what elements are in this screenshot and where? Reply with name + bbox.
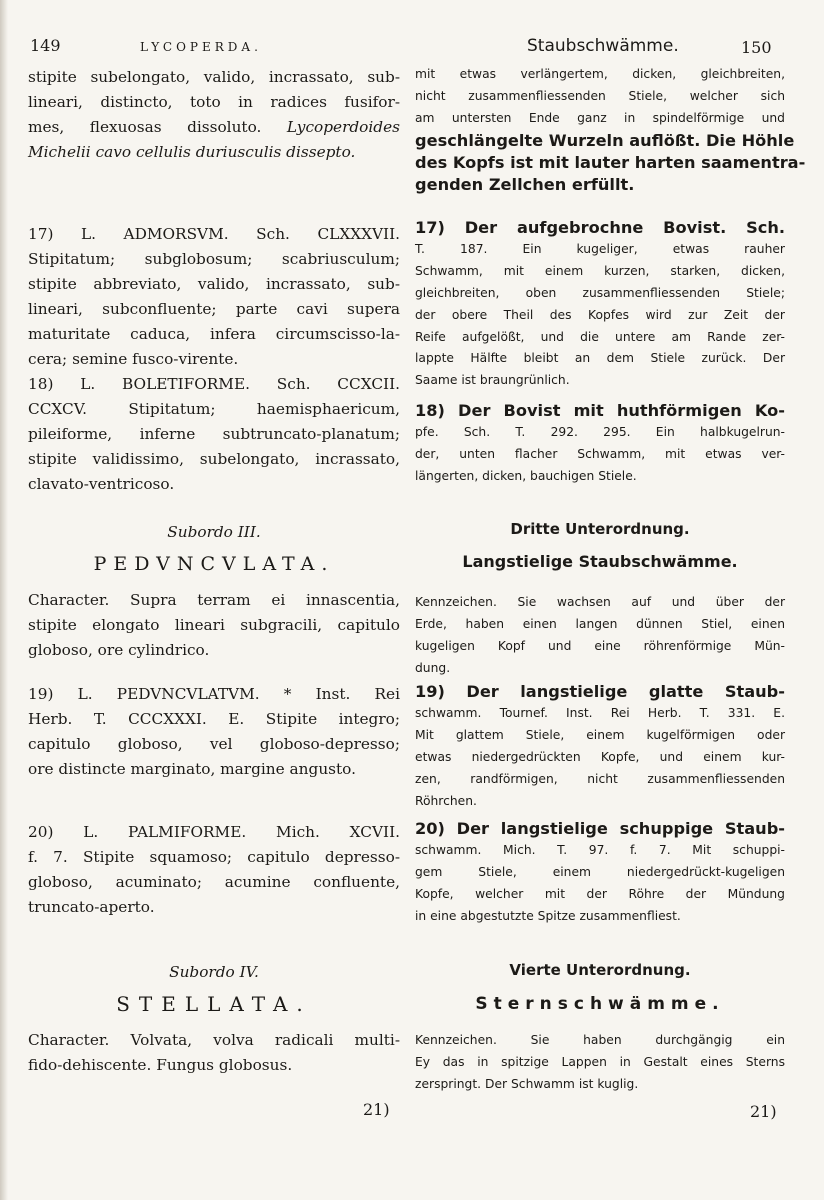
entry-heading: 18) L. BOLETIFORME. Sch. CCXCII. — [28, 375, 400, 393]
text-line: f. 7. Stipite squamoso; capitulo depresso- — [28, 848, 400, 866]
right-entry-17 — [415, 217, 785, 392]
text-line: Reife aufgelößt, und die untere am Rande zer- — [415, 329, 785, 344]
text-line: Schwamm, mit einem kurzen, starken, dicken, — [415, 263, 785, 278]
text-line: Röhrchen. — [415, 793, 477, 808]
entry-heading: 18) Der Bovist mit huthförmigen Ko- — [415, 401, 785, 420]
left-ordo-4-title: STELLATA. — [116, 992, 312, 1016]
left-character-4 — [28, 1028, 400, 1078]
text-line: stipite abbreviato, valido, incrassato, sub- — [28, 275, 400, 293]
left-subordo-4: Subordo IV. — [169, 963, 259, 981]
right-catchword: 21) — [750, 1102, 777, 1121]
left-entry-19 — [28, 682, 400, 782]
right-intro-paragraph — [415, 64, 806, 195]
text-line: am untersten Ende ganz in spindelförmige und — [415, 110, 785, 125]
text-line: fido-dehiscente. Fungus globosus. — [28, 1056, 293, 1074]
text-line: truncato-aperto. — [28, 898, 155, 916]
text-line: stipite validissimo, subelongato, incrassato, — [28, 450, 400, 468]
right-unterordnung-3: Dritte Unterordnung. — [510, 520, 690, 538]
text-line: ore distincte marginato, margine angusto. — [28, 760, 356, 778]
right-running-head: Staubschwämme. — [527, 36, 679, 56]
right-unterordnung-4: Vierte Unterordnung. — [509, 961, 691, 979]
left-catchword: 21) — [363, 1100, 390, 1119]
entry-heading: 17) L. ADMORSVM. Sch. CLXXXVII. — [28, 225, 400, 243]
left-page-number: 149 — [30, 36, 61, 55]
left-page — [28, 0, 400, 1200]
text-line: kugeligen Kopf und eine röhrenförmige Mün- — [415, 638, 785, 653]
text-line: cera; semine fusco-virente. — [28, 350, 239, 368]
text-line: genden Zellchen erfüllt. — [415, 174, 635, 194]
text-line: pileiforme, inferne subtruncato-planatum; — [28, 425, 400, 443]
text-line: nicht zusammenfliessenden Stiele, welcher sich — [415, 88, 785, 103]
text-line: Kennzeichen. Sie haben durchgängig ein — [415, 1033, 785, 1047]
text-line: maturitate caduca, infera circumscisso-la- — [28, 325, 400, 343]
right-kennzeichen-4 — [415, 1030, 785, 1096]
left-running-head: LYCOPERDA. — [140, 40, 262, 54]
text-line: dung. — [415, 660, 451, 675]
text-line: in eine abgestutzte Spitze zusammenfliest. — [415, 908, 681, 923]
text-line: clavato-ventricoso. — [28, 475, 175, 493]
text-line: Ey das in spitzige Lappen in Gestalt eines Sterns — [415, 1054, 785, 1069]
text-line: Character. Volvata, volva radicali multi- — [28, 1031, 400, 1049]
right-page-number: 150 — [741, 38, 772, 57]
text-line: schwamm. Tournef. Inst. Rei Herb. T. 331. E. — [415, 705, 785, 720]
text-line: längerten, dicken, bauchigen Stiele. — [415, 468, 637, 483]
left-entry-17 — [28, 222, 400, 372]
text-line: der obere Theil des Kopfes wird zur Zeit der — [415, 307, 785, 322]
text-line: des Kopfs ist mit lauter harten saamentra- — [415, 152, 806, 172]
left-subordo-3: Subordo III. — [167, 523, 261, 541]
text-line: Saame ist braungrünlich. — [415, 373, 570, 388]
right-ordo-3-title: Langstielige Staubschwämme. — [462, 552, 738, 571]
text-line: Herb. T. CCCXXXI. E. Stipite integro; — [28, 710, 400, 728]
left-ordo-3-title: PEDVNCVLATA. — [93, 553, 335, 575]
text-line: stipite elongato lineari subgracili, capitulo — [28, 616, 400, 634]
text-line: schwamm. Mich. T. 97. f. 7. Mit schuppi- — [415, 842, 785, 857]
text-line: globoso, acuminato; acumine confluente, — [28, 873, 400, 891]
page-gutter-shadow — [0, 0, 8, 1200]
text-line: geschlängelte Wurzeln auflößt. Die Höhle — [415, 130, 795, 150]
right-kennzeichen-3 — [415, 592, 785, 680]
text-line: globoso, ore cylindrico. — [28, 641, 210, 659]
text-line: gem Stiele, einem niedergedrückt-kugeligen — [415, 864, 785, 879]
text-line: lappte Hälfte bleibt an dem Stiele zurück. Der — [415, 351, 785, 366]
text-line: Michelii cavo cellulis duriusculis dissepto. — [28, 143, 356, 161]
text-line: T. 187. Ein kugeliger, etwas rauher — [415, 241, 785, 256]
entry-heading: 17) Der aufgebrochne Bovist. Sch. — [415, 218, 785, 237]
text-line: gleichbreiten, oben zusammenfliessenden Stiele; — [415, 285, 785, 300]
text-line: Kennzeichen. Sie wachsen auf und über der — [415, 595, 785, 609]
entry-heading: 19) L. PEDVNCVLATVM. * Inst. Rei — [28, 685, 400, 703]
entry-heading: 20) Der langstielige schuppige Staub- — [415, 819, 785, 838]
text-line: zerspringt. Der Schwamm ist kuglig. — [415, 1076, 639, 1091]
text-line: lineari, subconfluente; parte cavi supera — [28, 300, 400, 318]
right-entry-18 — [415, 400, 785, 488]
text-line: pfe. Sch. T. 292. 295. Ein halbkugelrun- — [415, 424, 785, 439]
text-line: mes, flexuosas dissoluto. Lycoperdoides — [28, 118, 400, 136]
text-line: CCXCV. Stipitatum; haemisphaericum, — [28, 400, 400, 418]
text-line: etwas niedergedrückten Kopfe, und einem kur- — [415, 749, 785, 764]
right-page — [415, 0, 806, 1200]
text-line: zen, randförmigen, nicht zusammenfliessenden — [415, 771, 785, 786]
left-character-3 — [28, 588, 400, 663]
text-line: Character. Supra terram ei innascentia, — [28, 591, 400, 609]
entry-heading: 20) L. PALMIFORME. Mich. XCVII. — [28, 823, 400, 841]
entry-heading: 19) Der langstielige glatte Staub- — [415, 682, 785, 701]
text-line: Erde, haben einen langen dünnen Stiel, einen — [415, 616, 785, 631]
text-line: Kopfe, welcher mit der Röhre der Mündung — [415, 886, 785, 901]
right-entry-19 — [415, 681, 785, 812]
text-line: der, unten flacher Schwamm, mit etwas ver- — [415, 446, 785, 461]
left-entry-18 — [28, 372, 400, 497]
left-intro-paragraph — [28, 65, 400, 165]
left-entry-20 — [28, 820, 400, 920]
text-line: Stipitatum; subglobosum; scabriusculum; — [28, 250, 400, 268]
text-line: stipite subelongato, valido, incrassato, sub- — [28, 68, 400, 86]
text-line: capitulo globoso, vel globoso-depresso; — [28, 735, 400, 753]
right-entry-20 — [415, 818, 785, 928]
right-ordo-4-title: Sternschwämme. — [475, 994, 725, 1014]
text-line: Mit glattem Stiele, einem kugelförmigen oder — [415, 727, 785, 742]
text-line: lineari, distincto, toto in radices fusifor- — [28, 93, 400, 111]
text-line: mit etwas verlängertem, dicken, gleichbreiten, — [415, 67, 785, 81]
